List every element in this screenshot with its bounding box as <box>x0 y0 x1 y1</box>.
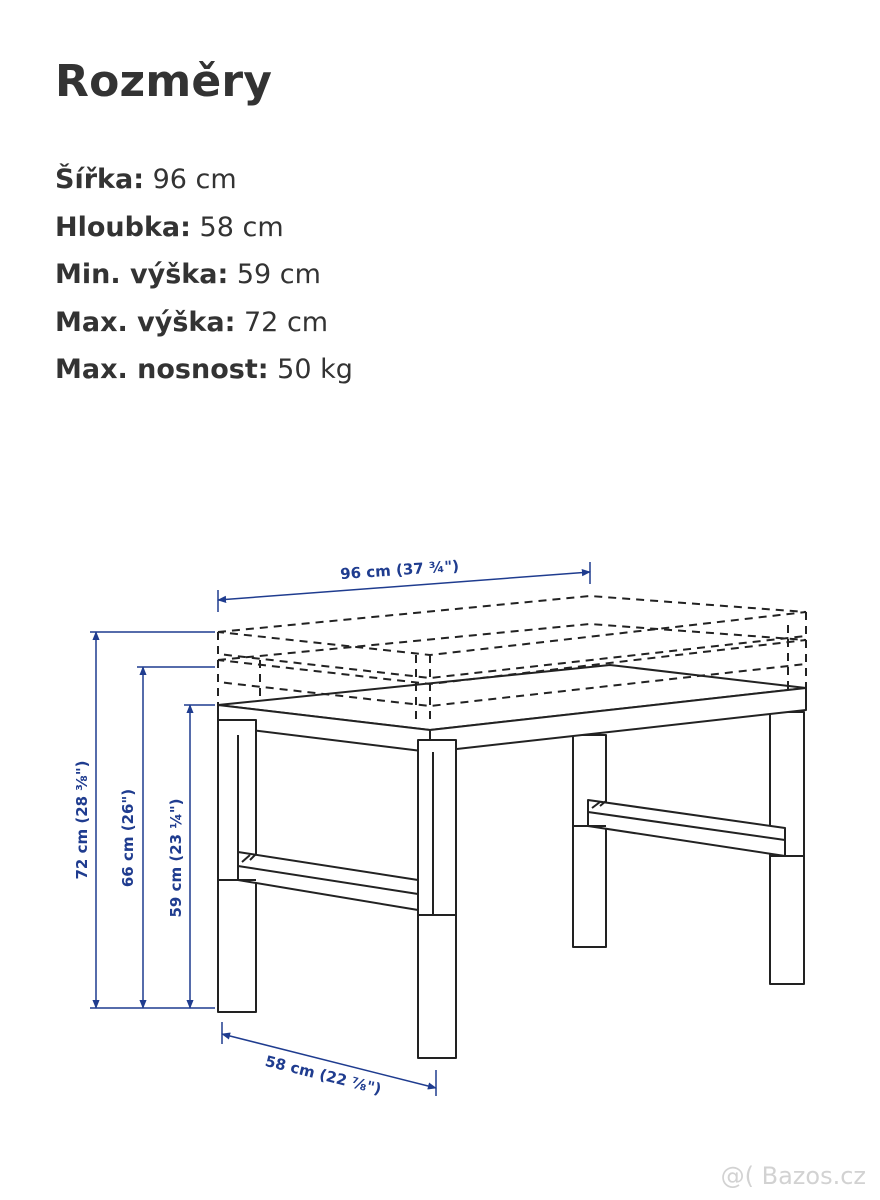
desk-outline <box>218 665 806 1058</box>
height-72-dimension-label: 72 cm (28 ⅜") <box>73 760 91 880</box>
spec-value: 50 kg <box>277 354 353 385</box>
desk-leg-back-left <box>573 735 606 947</box>
height-59-dimension-label: 59 cm (23 ¼") <box>167 798 185 918</box>
spec-label: Hloubka: <box>55 211 191 243</box>
spec-label: Min. výška: <box>55 259 229 290</box>
spec-value: 59 cm <box>236 259 321 290</box>
page-title: Rozměry <box>55 56 273 107</box>
width-dimension-label: 96 cm (37 ¾") <box>339 556 460 584</box>
watermark: @( Bazos.cz <box>720 1162 866 1190</box>
spec-label: Max. výška: <box>55 306 236 338</box>
dimension-lines <box>90 562 590 1099</box>
spec-label: Šířka: <box>55 164 144 195</box>
height-66-dimension-label: 66 cm (26") <box>119 788 137 888</box>
spec-value: 72 cm <box>244 306 329 338</box>
depth-dimension-label: 58 cm (22 ⅞") <box>263 1052 384 1099</box>
spec-value: 58 cm <box>199 211 284 243</box>
desk-stretcher-right <box>588 800 785 856</box>
desk-leg-front-right <box>418 740 456 1058</box>
spec-label: Max. nosnost: <box>55 354 269 385</box>
spec-value: 96 cm <box>152 164 237 195</box>
